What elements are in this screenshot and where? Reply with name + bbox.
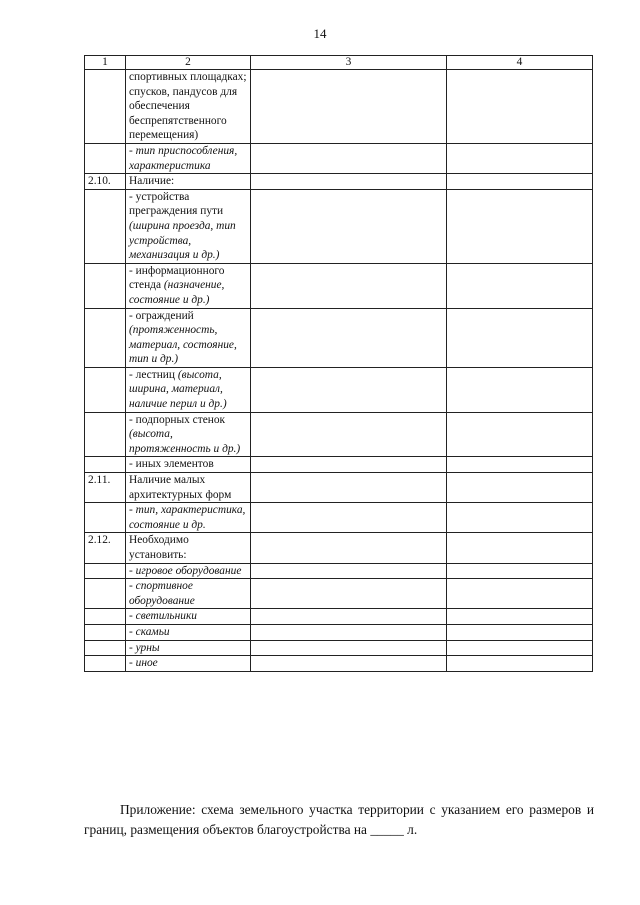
indicator-cell [126, 609, 251, 625]
row-number-cell: 2.11. [85, 473, 126, 503]
row-number-cell: 2.12. [85, 533, 126, 563]
indicator-detail-text: (высота, ширина, материал, наличие перил и др.) [129, 368, 227, 411]
indicator-detail-text: (высота, протяженность и др.) [129, 428, 241, 455]
indicator-cell [126, 308, 251, 367]
indicator-cell [126, 640, 251, 656]
table-row [85, 367, 593, 412]
indicator-cell [126, 624, 251, 640]
table-row [85, 656, 593, 672]
value-cell-column-4[interactable] [447, 563, 593, 579]
table-row [85, 189, 593, 263]
indicator-cell [126, 579, 251, 609]
appendix-note: Приложение: схема земельного участка территории с указанием его размеров и границ, размещения объектов благоустройства на _____ л. [84, 802, 594, 837]
row-number-cell [85, 367, 126, 412]
row-number-cell [85, 70, 126, 144]
indicator-detail-text: - скамьи [129, 625, 170, 638]
value-cell-column-4[interactable] [447, 624, 593, 640]
row-number-cell [85, 624, 126, 640]
value-cell-column-4[interactable] [447, 70, 593, 144]
value-cell-column-3[interactable] [251, 412, 447, 457]
indicator-cell [126, 473, 251, 503]
value-cell-column-3[interactable] [251, 579, 447, 609]
row-number-cell [85, 640, 126, 656]
row-number-cell [85, 457, 126, 473]
value-cell-column-3[interactable] [251, 457, 447, 473]
row-number-cell [85, 609, 126, 625]
value-cell-column-3[interactable] [251, 503, 447, 533]
table-row [85, 563, 593, 579]
value-cell-column-3[interactable] [251, 143, 447, 173]
indicator-cell [126, 563, 251, 579]
value-cell-column-4[interactable] [447, 308, 593, 367]
value-cell-column-4[interactable] [447, 533, 593, 563]
row-number-cell [85, 579, 126, 609]
table-row [85, 143, 593, 173]
value-cell-column-3[interactable] [251, 473, 447, 503]
value-cell-column-4[interactable] [447, 174, 593, 190]
indicator-detail-text: - спортивное оборудование [129, 580, 195, 607]
value-cell-column-4[interactable] [447, 656, 593, 672]
column-header-3: 3 [251, 56, 447, 70]
value-cell-column-3[interactable] [251, 640, 447, 656]
value-cell-column-3[interactable] [251, 609, 447, 625]
indicator-text: Наличие малых архитектурных форм [129, 474, 232, 501]
table-row [85, 70, 593, 144]
row-number-cell [85, 263, 126, 308]
row-number-cell [85, 412, 126, 457]
indicator-text: - ограждений [129, 309, 194, 322]
table-row [85, 308, 593, 367]
value-cell-column-3[interactable] [251, 263, 447, 308]
value-cell-column-4[interactable] [447, 609, 593, 625]
indicator-text: - лестниц [129, 368, 178, 381]
table-row [85, 579, 593, 609]
value-cell-column-4[interactable] [447, 579, 593, 609]
value-cell-column-4[interactable] [447, 503, 593, 533]
row-number-cell [85, 656, 126, 672]
value-cell-column-3[interactable] [251, 189, 447, 263]
indicator-detail-text: - тип, характеристика, состояние и др. [129, 504, 246, 531]
indicator-cell [126, 367, 251, 412]
value-cell-column-3[interactable] [251, 563, 447, 579]
table-header-row [85, 56, 593, 70]
inspection-table [84, 55, 593, 672]
indicator-detail-text: - светильники [129, 610, 197, 623]
column-header-4: 4 [447, 56, 593, 70]
indicator-text: спортивных площадках; спусков, пандусов для обеспечения беспрепятственного перемещения) [129, 71, 247, 142]
indicator-detail-text: - игровое оборудование [129, 564, 242, 577]
value-cell-column-3[interactable] [251, 656, 447, 672]
value-cell-column-3[interactable] [251, 367, 447, 412]
value-cell-column-3[interactable] [251, 533, 447, 563]
table-row [85, 473, 593, 503]
value-cell-column-3[interactable] [251, 70, 447, 144]
indicator-text: - иных элементов [129, 458, 214, 471]
value-cell-column-4[interactable] [447, 263, 593, 308]
table-row [85, 533, 593, 563]
row-number-cell [85, 308, 126, 367]
value-cell-column-4[interactable] [447, 367, 593, 412]
row-number-cell [85, 503, 126, 533]
indicator-cell [126, 263, 251, 308]
page-number: 14 [313, 26, 327, 41]
indicator-text: - устройства преграждения пути [129, 190, 224, 218]
indicator-cell [126, 412, 251, 457]
table-row [85, 640, 593, 656]
indicator-text: - информационного стенда [129, 264, 225, 292]
indicator-cell [126, 533, 251, 563]
table-row [85, 263, 593, 308]
table-row [85, 174, 593, 190]
table-row [85, 412, 593, 457]
indicator-text: - подпорных стенок [129, 413, 226, 426]
table-row [85, 503, 593, 533]
indicator-cell [126, 70, 251, 144]
indicator-cell [126, 656, 251, 672]
indicator-cell [126, 189, 251, 263]
table-row [85, 609, 593, 625]
indicator-cell [126, 457, 251, 473]
indicator-text: Необходимо установить: [129, 534, 189, 561]
row-number-cell: 2.10. [85, 174, 126, 190]
table-body [85, 70, 593, 672]
indicator-detail-text: (ширина проезда, тип устройства, механизация и др.) [129, 219, 236, 262]
value-cell-column-3[interactable] [251, 308, 447, 367]
indicator-detail-text: - иное [129, 657, 158, 670]
value-cell-column-4[interactable] [447, 473, 593, 503]
indicator-cell [126, 174, 251, 190]
value-cell-column-4[interactable] [447, 412, 593, 457]
row-number-cell [85, 563, 126, 579]
value-cell-column-4[interactable] [447, 640, 593, 656]
row-number-cell [85, 143, 126, 173]
column-header-2: 2 [126, 56, 251, 70]
indicator-detail-text: (назначение, состояние и др.) [129, 279, 225, 306]
indicator-cell [126, 503, 251, 533]
value-cell-column-3[interactable] [251, 174, 447, 190]
value-cell-column-4[interactable] [447, 143, 593, 173]
row-number-cell [85, 189, 126, 263]
table-row [85, 457, 593, 473]
indicator-detail-text: (протяженность, материал, состояние, тип и др.) [129, 324, 237, 366]
indicator-detail-text: - тип приспособления, характеристика [129, 144, 238, 172]
table-row [85, 624, 593, 640]
value-cell-column-4[interactable] [447, 457, 593, 473]
value-cell-column-3[interactable] [251, 624, 447, 640]
column-header-1: 1 [85, 56, 126, 70]
value-cell-column-4[interactable] [447, 189, 593, 263]
indicator-detail-text: - урны [129, 641, 160, 654]
indicator-cell [126, 143, 251, 173]
indicator-text: Наличие: [129, 175, 175, 188]
